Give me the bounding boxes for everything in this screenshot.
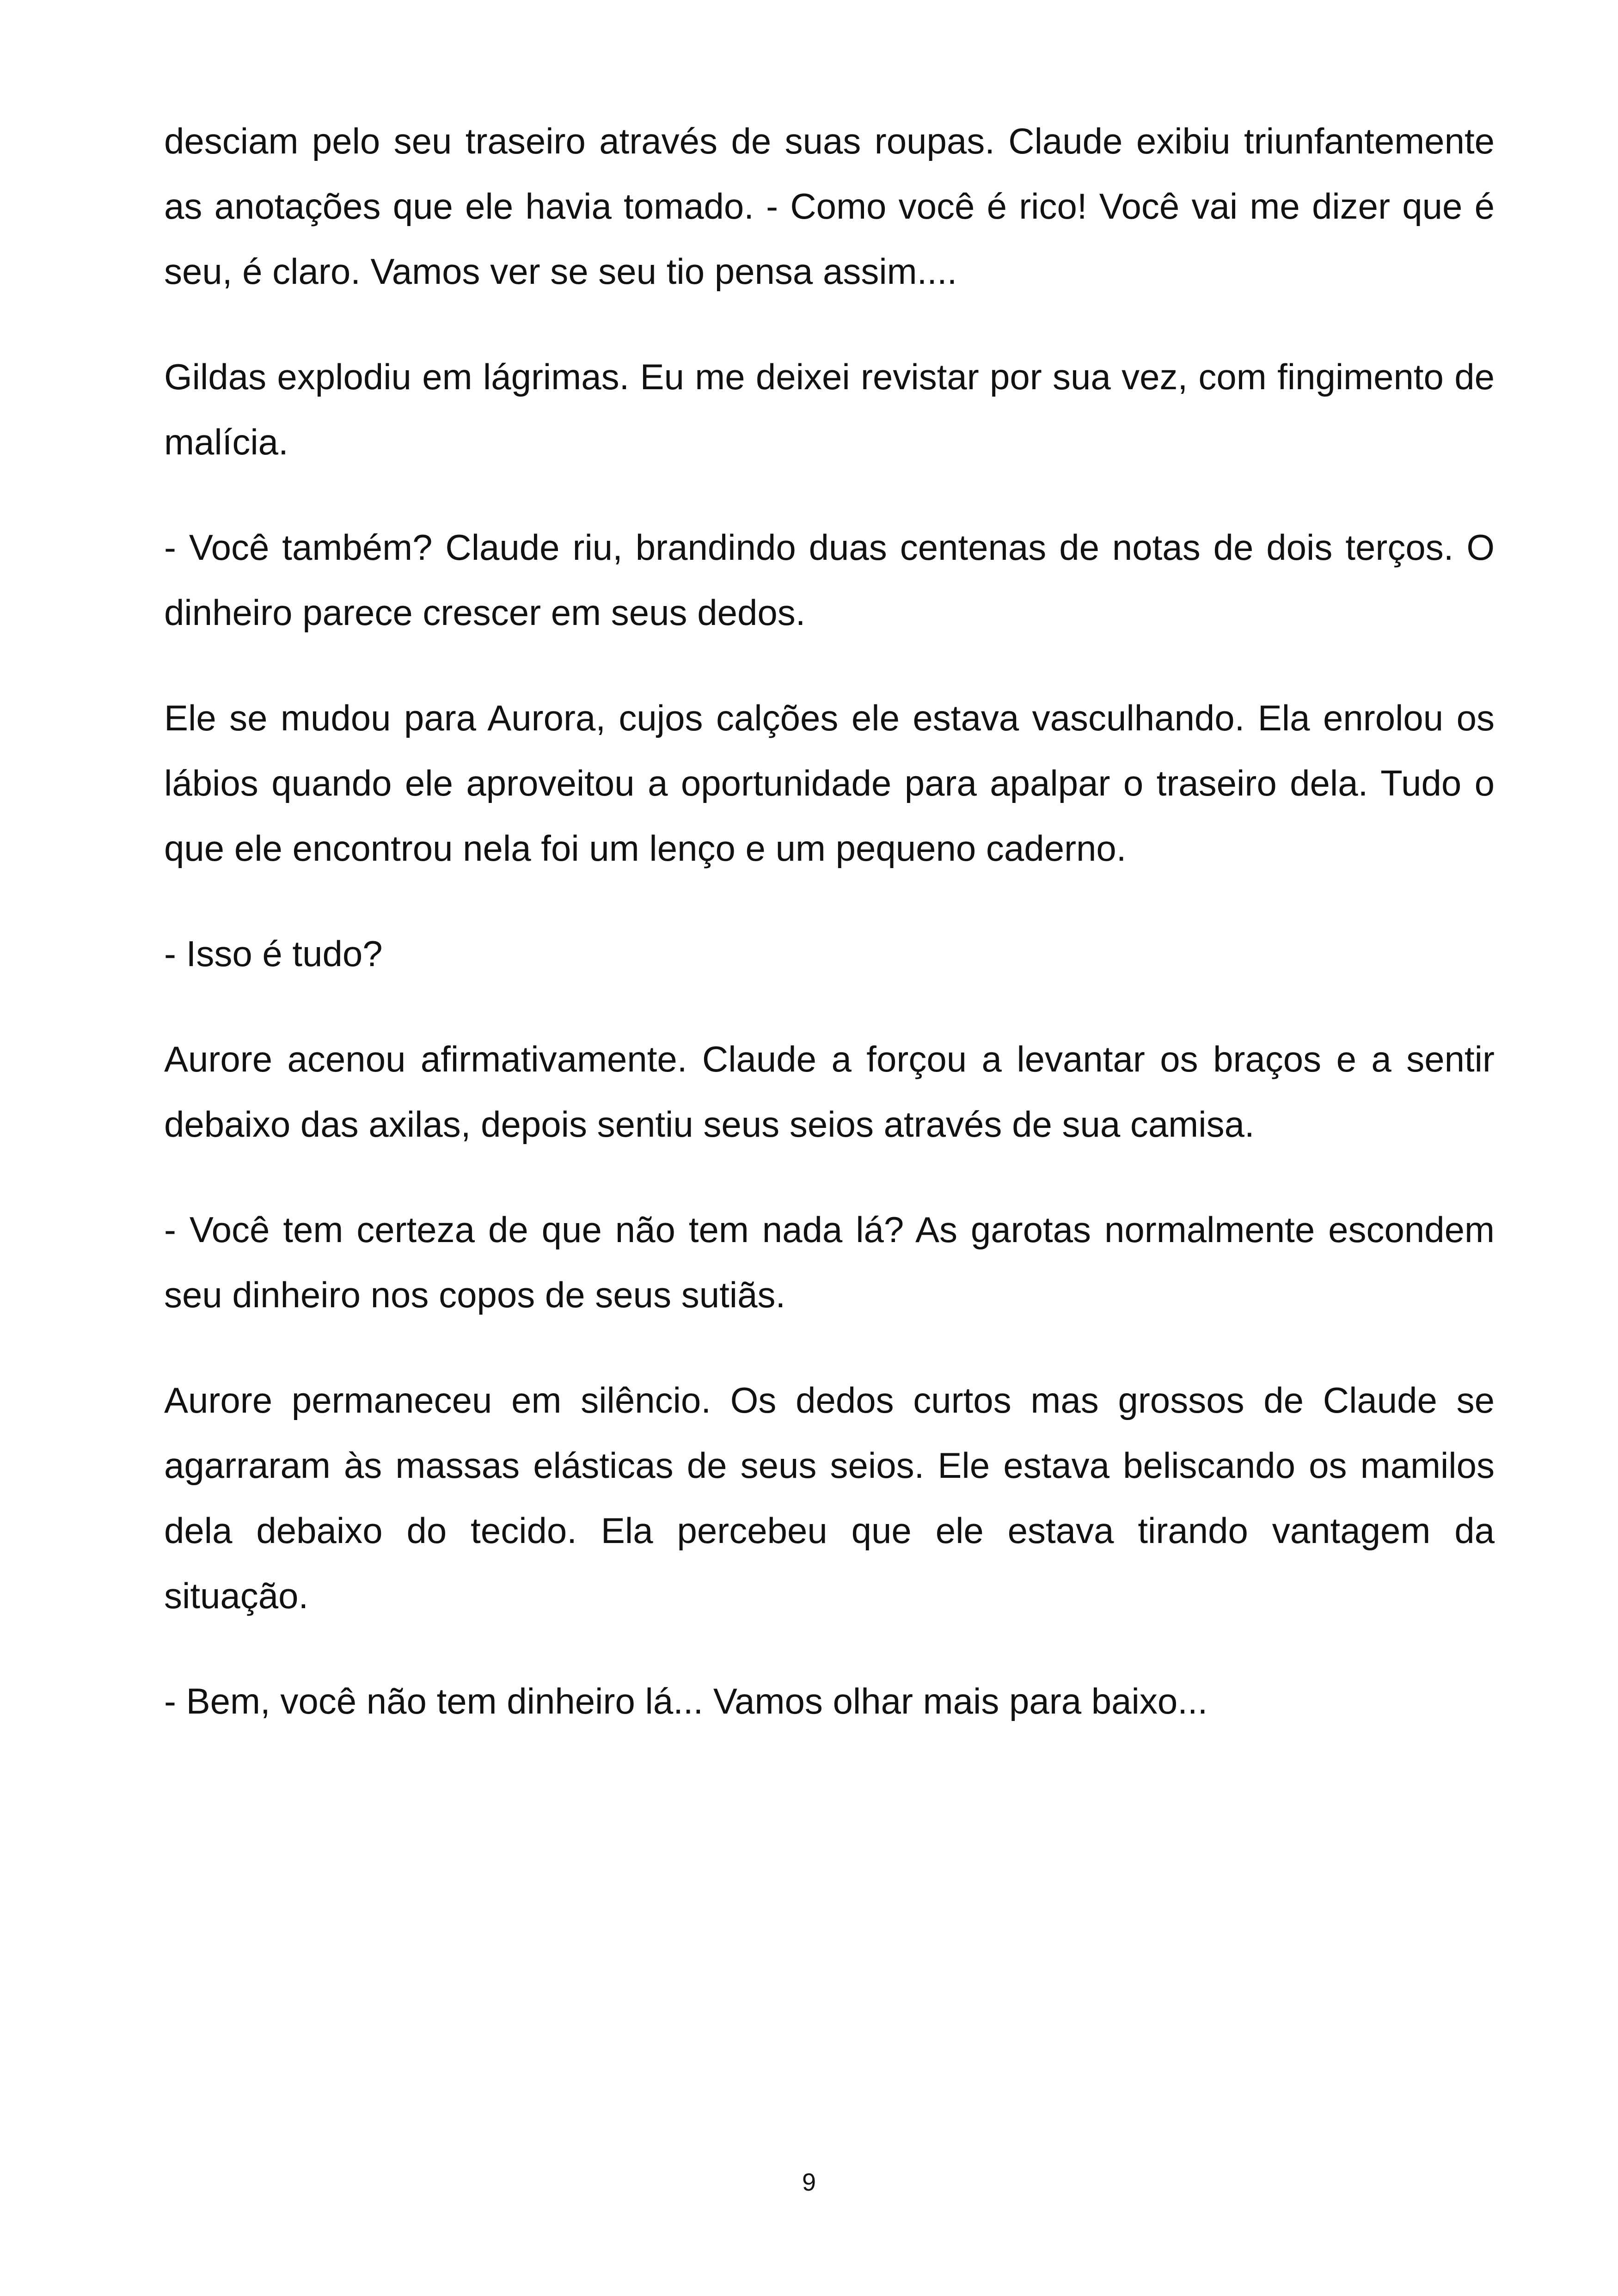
paragraph: desciam pelo seu traseiro através de suas roupas. Claude exibiu triunfantemente as anotações que ele havia tomado. - Como você é rico! Você vai me dizer que é seu, é claro. Vamos ver se seu tio pensa assim.... bbox=[164, 121, 1495, 292]
paragraph: - Você também? Claude riu, brandindo duas centenas de notas de dois terços. O dinheiro parece crescer em seus dedos. bbox=[164, 527, 1495, 633]
paragraph: Aurore acenou afirmativamente. Claude a forçou a levantar os braços e a sentir debaixo das axilas, depois sentiu seus seios através de sua camisa. bbox=[164, 1039, 1495, 1145]
paragraph: Ele se mudou para Aurora, cujos calções ele estava vasculhando. Ela enrolou os lábios quando ele aproveitou a oportunidade para apalpar o traseiro dela. Tudo o que ele encontrou nela foi um lenço e um pequeno caderno. bbox=[164, 698, 1495, 869]
paragraph: Aurore permaneceu em silêncio. Os dedos curtos mas grossos de Claude se agarraram às massas elásticas de seus seios. Ele estava beliscando os mamilos dela debaixo do tecido. Ela percebeu que ele estava tirando vantagem da situação. bbox=[164, 1380, 1495, 1616]
page-number: 9 bbox=[802, 2168, 816, 2196]
paragraph: - Isso é tudo? bbox=[164, 933, 383, 974]
paragraph: - Bem, você não tem dinheiro lá... Vamos olhar mais para baixo... bbox=[164, 1681, 1208, 1721]
paragraph: Gildas explodiu em lágrimas. Eu me deixei revistar por sua vez, com fingimento de malícia. bbox=[164, 356, 1495, 462]
text-body bbox=[164, 109, 1495, 1774]
paragraph: - Você tem certeza de que não tem nada lá? As garotas normalmente escondem seu dinheiro nos copos de seus sutiãs. bbox=[164, 1209, 1495, 1315]
